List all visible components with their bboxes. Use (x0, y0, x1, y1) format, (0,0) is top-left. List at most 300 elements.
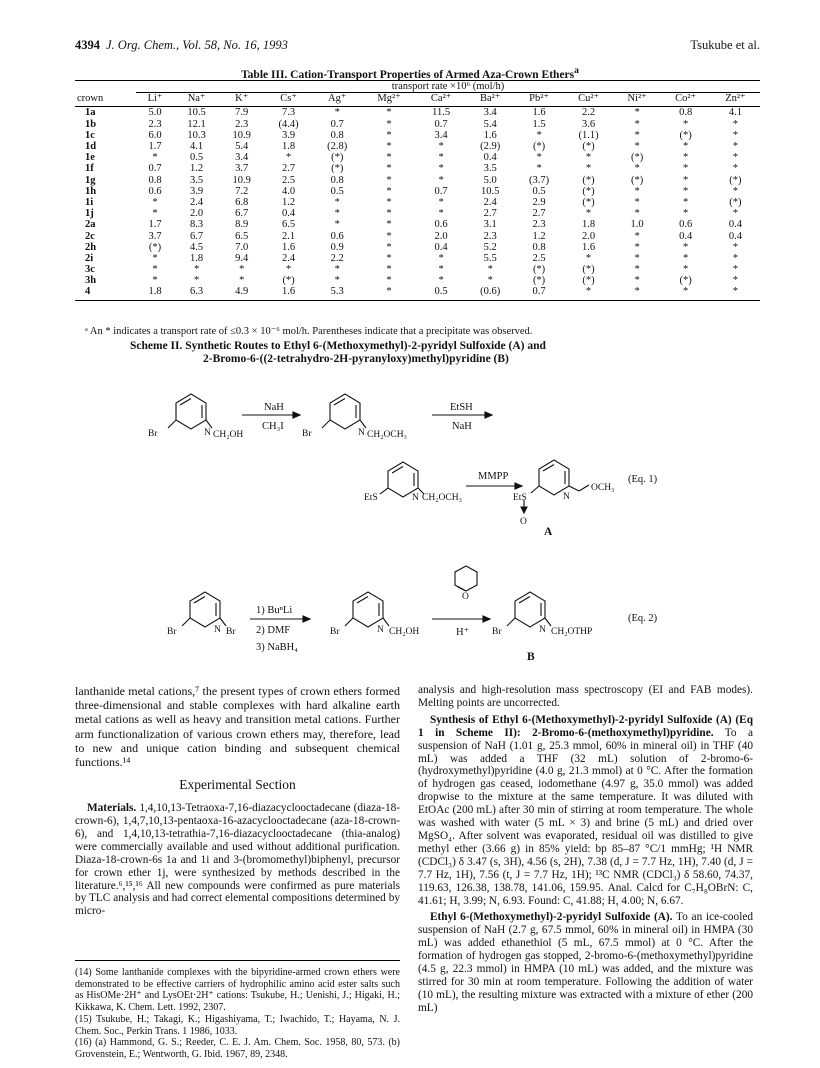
rate-cell: 2.3 (483, 230, 497, 242)
rate-cell: (*) (532, 275, 546, 287)
rate-cell: 0.7 (330, 118, 344, 130)
rate-cell: * (334, 264, 340, 276)
rate-cell: 1.6 (264, 286, 313, 300)
rate-cell: 2.3 (148, 118, 162, 130)
materials-paragraph: Materials. 1,4,10,13-Tetraoxa-7,16-diazacyclooctadecane (diaza-18-crown-6), 1,4,7,10,13-pentaoxa-16-azacyclooctadecane (aza-18-crown-6), and 1,4,10,13-tetrathia-7,16-diazacyclooctadecane (thia-analog) were commercially available and used without additional purification. Diaza-18-crown-6s 1a and 1i and 3-(bromomethyl)biphenyl, precursor for crown ether 1j, were synthesized by methods described in the literature.⁶,¹⁵,¹⁶ All new compounds were confirmed as pure materials by TLC analysis and had correct elemental compositions determined by micro- (75, 802, 401, 918)
rate-cell: * (683, 174, 689, 186)
rate-cell: 3.5 (483, 163, 497, 175)
rate-cell: 2.5 (532, 252, 546, 264)
rate-cell: (*) (582, 185, 595, 197)
rate-cell: 7.0 (235, 241, 249, 253)
crown-id-cell: 3h (85, 275, 97, 287)
rate-cell: (*) (729, 174, 742, 186)
rate-cell: * (634, 107, 640, 119)
label-ets: EtS (513, 493, 527, 503)
rate-cell: * (683, 252, 689, 264)
rate-cell: 0.6 (434, 219, 448, 231)
rate-cell: * (732, 252, 739, 264)
rate-cell: * (711, 286, 760, 300)
rate-cell: * (438, 174, 444, 186)
rate-cell: * (386, 185, 392, 197)
rate-cell: 6.8 (235, 196, 249, 208)
crown-id-cell: 3c (85, 264, 95, 276)
reference-item: (16) (a) Hammond, G. S.; Reeder, C. E. J. Am. Chem. Soc. 1958, 80, 573. (b) Grovenstein, E.; Wentworth, G. Ibid. 1967, 89, 2348. (75, 1037, 400, 1060)
rate-cell: (*) (679, 275, 692, 287)
rate-cell: 4.1 (728, 107, 742, 119)
rate-cell: 1.8 (282, 141, 296, 153)
rate-cell: * (634, 264, 640, 276)
rate-cell: * (732, 241, 739, 253)
intro-paragraph: lanthanide metal cations,⁷ the present types of crown ethers formed three-dimensional and stable complexes with hard alkaline earth metal cations as well as heavy and transition metal cations. Further arm functionalization of various crown ethers may, therefore, lead to new and unique cation binding and subsequent chemical functions.¹⁴ (75, 684, 400, 770)
rate-cell: 1.8 (136, 286, 174, 300)
crown-id-cell: 1h (85, 185, 97, 197)
molecule-dihydropyran (455, 566, 477, 591)
rate-cell: 10.3 (187, 129, 206, 141)
rate-cell: (0.6) (466, 286, 515, 300)
rate-cell: 6.7 (235, 208, 249, 220)
rate-cell: 1.2 (532, 230, 546, 242)
rate-cell: 5.0 (483, 174, 497, 186)
rate-cell: 2.5 (282, 174, 296, 186)
rate-cell: 0.4 (728, 230, 742, 242)
reagent-nah: NaH (264, 402, 284, 413)
rate-cell: (*) (729, 196, 742, 208)
rate-cell: * (634, 129, 640, 141)
crown-id-cell: 1g (85, 174, 96, 186)
left-column (75, 684, 400, 922)
reference-item: (14) Some lanthanide complexes with the bipyridine-armed crown ethers were demonstrated to be effective carriers of hydrophilic amino acid ester salts such as HisOMe·2H⁺ and LysOEt·2H⁺ cations: Tsukube, H.; Uenishi, J.; Higaki, H.; Kikkawa, K. Chem. Lett. 1992, 2307. (75, 967, 400, 1014)
ion-column-header: Li⁺ (136, 93, 174, 107)
rate-cell: * (683, 241, 689, 253)
rate-cell: 2.0 (434, 230, 448, 242)
rate-cell: 3.6 (581, 118, 596, 130)
rate-cell: * (634, 241, 640, 253)
rate-cell: * (536, 163, 542, 175)
rate-cell: 0.5 (330, 185, 344, 197)
synthesis-paragraph-1: Synthesis of Ethyl 6-(Methoxymethyl)-2-pyridyl Sulfoxide (A) (Eq 1 in Scheme II): 2-Bromo-6-(methoxymethyl)pyridine. To a suspension of NaH (1.01 g, 25.3 mmol, 60% in mineral oil) in THF (40 mL) was added a THF (32 mL) solution of 2-bromo-6-(hydroxymethyl)pyridine (4.0 g, 21.3 mmol) at 0 °C. After the formation of hydrogen gas ceased, iodomethane (4.97 g, 35.0 mmol) was added dropwise to the mixture at the same temperature. It was diluted with EtOAc (200 mL) after 30 min of stirring at room temperature. The whole was washed with water (5 mL × 3) and brine (5 mL) and dried over MgSO₄. After solvent was evaporated, residual oil was distilled to give methyl ether (3.66 g) in 85% yield: bp 85–87 °C/1 mmHg; ¹H NMR (CDCl₃) δ 3.47 (s, 3H), 4.56 (s, 2H), 7.38 (d, J = 7.7 Hz, 1H), 7.40 (d, J = 7.7 Hz, 1H), 7.56 (t, J = 7.7 Hz, 1H); ¹³C NMR (CDCl₃) δ 58.60, 74.37, 119.63, 126.38, 138.78, 141.06, 159.95. Anal. Calcd for C₇H₈OBrN: C, 41.61; H, 3.99; N, 6.93. Found: C, 41.88; H, 4.00; N, 6.67. (418, 713, 753, 907)
rate-cell: 12.1 (187, 118, 206, 130)
rate-cell: 0.4 (679, 230, 693, 242)
rate-cell: * (438, 163, 444, 175)
rate-cell: * (683, 196, 689, 208)
rate-cell: (*) (582, 196, 595, 208)
rate-cell: 0.7 (434, 118, 448, 130)
rate-cell: 3.9 (282, 129, 296, 141)
rate-cell: * (386, 275, 392, 287)
ion-column-header: Ni²⁺ (614, 93, 661, 107)
rate-cell: 6.3 (174, 286, 219, 300)
rate-cell: * (362, 286, 417, 300)
rate-cell: * (152, 152, 158, 164)
crown-id-cell: 1d (85, 141, 97, 153)
rate-cell: * (732, 264, 739, 276)
rate-cell: 0.8 (532, 241, 546, 253)
rate-cell: * (683, 264, 689, 276)
rate-cell: 4.1 (190, 141, 204, 153)
label-n: N (412, 493, 419, 503)
rate-cell: (*) (331, 163, 344, 175)
rate-cell: * (634, 141, 640, 153)
rate-cell: 5.4 (235, 141, 249, 153)
ion-column-header: Na⁺ (174, 93, 219, 107)
rate-cell: 11.5 (432, 107, 451, 119)
rate-cell: * (386, 141, 392, 153)
label-ch2oh: CH₂OH (213, 430, 244, 440)
rate-cell: (*) (582, 264, 595, 276)
rate-cell: (*) (331, 152, 344, 164)
rate-cell: (1.1) (578, 129, 599, 141)
rate-cell: * (386, 252, 392, 264)
rate-cell: * (438, 208, 444, 220)
molecule-sulfoxide-A (521, 460, 589, 513)
compound-label-B: B (527, 651, 535, 663)
rate-cell: * (438, 275, 444, 287)
rate-cell: 5.2 (483, 241, 497, 253)
table-footnote: ᵃ An * indicates a transport rate of ≤0.3 × 10⁻⁶ mol/h. Parentheses indicate that a precipitate was observed. (85, 326, 533, 337)
rate-cell: * (732, 185, 739, 197)
rate-cell: * (386, 174, 392, 186)
equation-label-2: (Eq. 2) (628, 613, 658, 624)
rate-cell: 1.8 (581, 219, 596, 231)
rate-cell: * (585, 208, 592, 220)
analysis-paragraph: analysis and high-resolution mass spectroscopy (EI and FAB modes). Melting points are uncorrected. (418, 684, 753, 709)
rate-cell: 0.5 (190, 152, 204, 164)
page-number: 4394 (75, 38, 100, 52)
rate-cell: 0.6 (148, 185, 162, 197)
label-och3: OCH₃ (591, 483, 615, 493)
rate-cell: * (585, 252, 592, 264)
rate-cell: 1.0 (630, 219, 644, 231)
rate-cell: * (487, 275, 493, 287)
compound-label-A: A (544, 526, 553, 538)
rate-cell: * (536, 129, 542, 141)
rate-cell: 4.5 (190, 241, 204, 253)
footnote-references (75, 960, 400, 1061)
ion-column-header: Co²⁺ (660, 93, 710, 107)
rate-cell: * (334, 196, 340, 208)
crown-column-header: crown (75, 93, 136, 107)
rate-cell: 1.7 (148, 219, 162, 231)
rate-cell: 3.7 (148, 230, 162, 242)
rate-cell: 10.5 (187, 107, 206, 119)
ion-column-header: Ag⁺ (313, 93, 362, 107)
rate-cell: * (683, 185, 689, 197)
crown-id-cell: 2a (85, 219, 96, 231)
rate-cell: * (634, 185, 640, 197)
table-caption-note: a (574, 65, 579, 76)
rate-cell: 3.4 (235, 152, 249, 164)
rate-cell: (*) (532, 141, 546, 153)
rate-cell: * (732, 208, 739, 220)
rate-cell: 1.6 (581, 241, 596, 253)
rate-cell: (*) (532, 264, 546, 276)
rate-cell: 6.5 (282, 219, 296, 231)
molecule-bromopyridinemethanol-2 (345, 592, 389, 627)
rate-cell: 2.7 (282, 163, 296, 175)
rate-cell: 0.5 (532, 185, 546, 197)
crown-id-cell: 4 (75, 286, 136, 300)
rate-cell: 1.6 (532, 107, 546, 119)
rate-cell: 6.5 (235, 230, 249, 242)
rate-cell: (*) (679, 129, 692, 141)
rate-cell: * (386, 230, 392, 242)
rate-cell: * (614, 286, 661, 300)
rate-cell: * (152, 196, 158, 208)
label-n: N (214, 625, 221, 635)
molecule-methoxymethyl-bromopyridine (322, 394, 366, 429)
rate-cell: (*) (582, 141, 595, 153)
rate-cell: 5.0 (148, 107, 162, 119)
rate-cell: * (732, 275, 739, 287)
rate-cell: 3.1 (483, 219, 497, 231)
rate-cell: * (438, 141, 444, 153)
rate-cell: * (438, 264, 444, 276)
rate-cell: * (634, 252, 640, 264)
label-ch2och3: CH₂OCH₃ (367, 430, 407, 440)
rate-cell: * (438, 152, 444, 164)
rate-cell: * (634, 275, 640, 287)
rate-cell: 5.3 (313, 286, 362, 300)
rate-cell: 10.9 (232, 174, 251, 186)
label-n: N (204, 428, 211, 438)
label-n: N (563, 492, 570, 502)
rate-cell: * (634, 118, 640, 130)
rate-cell: * (732, 141, 739, 153)
rate-cell: 10.9 (232, 129, 251, 141)
rate-cell: 3.5 (190, 174, 204, 186)
scheme-caption: Scheme II. Synthetic Routes to Ethyl 6-(Methoxymethyl)-2-pyridyl Sulfoxide (A) and 2-Bromo-6-((2-tetrahydro-2H-pyranyloxy)methyl)pyridine (B) (130, 340, 546, 365)
rate-cell: 0.8 (330, 174, 344, 186)
reagent-etsh: EtSH (450, 402, 473, 413)
label-br: Br (330, 627, 340, 637)
crown-id-cell: 1j (85, 208, 94, 220)
ion-column-header: Cu²⁺ (563, 93, 613, 107)
label-n: N (377, 625, 384, 635)
rate-cell: 8.3 (190, 219, 204, 231)
rate-cell: (*) (282, 275, 295, 287)
molecule-dibromopyridine (182, 592, 226, 627)
rate-cell: 2.0 (190, 208, 204, 220)
rate-cell: 2.3 (532, 219, 546, 231)
ion-column-header: Zn²⁺ (711, 93, 760, 107)
rate-cell: 5.4 (483, 118, 497, 130)
rate-cell: (*) (582, 174, 595, 186)
rate-cell: 9.4 (235, 252, 249, 264)
label-br: Br (148, 429, 158, 439)
rate-cell: * (193, 264, 200, 276)
rate-cell: 7.2 (235, 185, 249, 197)
rate-cell: * (634, 230, 640, 242)
synthesis-paragraph-2: Ethyl 6-(Methoxymethyl)-2-pyridyl Sulfoxide (A). To an ice-cooled suspension of NaH (2.7 g, 67.5 mmol, 60% in mineral oil) in HMPA (30 mL) was added ethanethiol (5 mL, 67.5 mmol) at 0 °C. After the formation of hydrogen gas stopped, 2-bromo-6-(methoxymethyl)pyridine (4.5 g, 22.3 mmol) in HMPA (10 mL) was added, and the mixture was stirred for 30 min at room temperature. Following the addition of water (10 mL), the resulting mixture was extracted with a mixture of ether (200 mL) (418, 911, 753, 1014)
rate-cell: 2.7 (532, 208, 546, 220)
label-ch2oh: CH₂OH (389, 627, 420, 637)
rate-cell: 0.4 (728, 219, 742, 231)
rate-cell: * (386, 129, 392, 141)
label-br: Br (226, 627, 236, 637)
rate-cell: 0.8 (330, 129, 344, 141)
rate-cell: * (732, 163, 739, 175)
rate-cell: 2.4 (190, 196, 204, 208)
rate-cell: * (487, 264, 493, 276)
right-column (418, 684, 753, 1019)
crown-id-cell: 1f (85, 163, 94, 175)
rate-cell: (2.8) (327, 141, 348, 153)
rate-cell: 4.0 (282, 185, 296, 197)
rate-cell: 2.4 (282, 252, 296, 264)
rate-cell: * (386, 241, 392, 253)
reagent-hplus: H⁺ (456, 627, 470, 638)
rate-cell: * (239, 264, 245, 276)
rate-cell: (4.4) (278, 118, 299, 130)
rate-cell: * (386, 196, 392, 208)
author-header: Tsukube et al. (690, 38, 760, 52)
rate-cell: 1.2 (282, 196, 296, 208)
rate-cell: 0.6 (330, 230, 344, 242)
reagent-ch3i: CH₃I (262, 421, 284, 432)
journal-citation: J. Org. Chem., Vol. 58, No. 16, 1993 (106, 38, 288, 52)
rate-cell: * (285, 152, 292, 164)
rate-cell: * (732, 118, 739, 130)
label-n: N (358, 428, 365, 438)
crown-id-cell: 2i (85, 252, 94, 264)
rate-cell: * (438, 196, 444, 208)
rate-cell: (2.9) (480, 141, 501, 153)
reagent-buli: 1) BuⁿLi (256, 605, 293, 616)
rate-cell: 2.0 (581, 230, 596, 242)
rate-cell: 4.9 (219, 286, 264, 300)
rate-cell: (3.7) (529, 174, 550, 186)
rate-cell: 3.4 (434, 129, 448, 141)
rate-cell: 2.1 (282, 230, 296, 242)
molecule-thp-ether-B (507, 592, 551, 627)
crown-id-cell: 1a (85, 107, 96, 119)
molecule-bromopyridinemethanol (168, 394, 212, 429)
table-caption: Table III. Cation-Transport Properties of Armed Aza-Crown Ethers$^a$ (241, 65, 579, 81)
crown-id-cell: 1b (85, 118, 97, 130)
ion-column-header: K⁺ (219, 93, 264, 107)
rate-cell: * (683, 208, 689, 220)
rate-cell: * (386, 152, 392, 164)
label-br: Br (302, 429, 312, 439)
rate-cell: 0.7 (515, 286, 564, 300)
rate-cell: 2.3 (235, 118, 249, 130)
rate-cell: 2.2 (330, 252, 344, 264)
rate-cell: * (334, 208, 340, 220)
rate-cell: * (334, 275, 340, 287)
rate-cell: * (193, 275, 200, 287)
rate-cell: 6.7 (190, 230, 204, 242)
rate-cell: * (152, 208, 158, 220)
rate-cell: * (563, 286, 613, 300)
crown-id-cell: 2h (85, 241, 97, 253)
rate-cell: * (438, 252, 444, 264)
rate-cell: 1.6 (282, 241, 296, 253)
rate-cell: * (239, 275, 245, 287)
rate-cell: (*) (582, 275, 595, 287)
label-sulfoxide-o: O (520, 517, 527, 527)
rate-cell: * (536, 152, 542, 164)
reference-item: (15) Tsukube, H.; Takagi, K.; Higashiyama, T.; Iwachido, T.; Hayama, N. J. Chem. Soc., Perkin Trans. 1 1986, 1033. (75, 1013, 400, 1037)
label-br: Br (167, 627, 177, 637)
rate-cell: 0.5 (417, 286, 466, 300)
rate-cell: 7.3 (282, 107, 296, 119)
rate-cell: (*) (630, 174, 644, 186)
rate-cell: 3.7 (235, 163, 249, 175)
crown-id-cell: 1e (85, 152, 95, 164)
rate-cell: * (386, 208, 392, 220)
ion-column-header: Ca²⁺ (417, 93, 466, 107)
table-spanner-header: transport rate ×10⁶ (mol/h) (136, 81, 760, 93)
rate-cell: 0.4 (483, 152, 497, 164)
rate-cell: * (634, 208, 640, 220)
rate-cell: * (386, 163, 392, 175)
label-ets: EtS (364, 493, 378, 503)
rate-cell: * (683, 118, 689, 130)
rate-cell: * (732, 129, 739, 141)
rate-cell: * (386, 264, 392, 276)
rate-cell: 1.8 (190, 252, 204, 264)
reagent-nabh4: 3) NaBH₄ (256, 642, 298, 653)
ion-column-header: Pb²⁺ (515, 93, 564, 107)
rate-cell: * (386, 118, 392, 130)
molecule-ethylthio-pyridine (380, 462, 424, 497)
rate-cell: * (634, 196, 640, 208)
rate-cell: * (152, 252, 158, 264)
rate-cell: 0.4 (282, 208, 296, 220)
rate-cell: * (152, 264, 158, 276)
rate-cell: 8.9 (235, 219, 249, 231)
ion-column-header: Mg²⁺ (362, 93, 417, 107)
rate-cell: * (585, 163, 592, 175)
ion-column-header: Ba²⁺ (466, 93, 515, 107)
rate-cell: 0.8 (679, 107, 693, 119)
crown-id-cell: 1i (85, 196, 94, 208)
rate-cell: * (152, 275, 158, 287)
rate-cell: 3.9 (190, 185, 204, 197)
rate-cell: 1.5 (532, 118, 546, 130)
rate-cell: 10.5 (481, 185, 500, 197)
rate-cell: * (386, 219, 392, 231)
rate-cell: * (285, 264, 292, 276)
section-title: Experimental Section (179, 777, 296, 793)
rate-cell: 2.4 (483, 196, 497, 208)
label-ch2och3: CH₂OCH₃ (422, 493, 462, 503)
rate-cell: (*) (630, 152, 644, 164)
rate-cell: 2.9 (532, 196, 546, 208)
rate-cell: 7.9 (235, 107, 249, 119)
rate-cell: 1.6 (483, 129, 497, 141)
label-pyran-o: O (462, 592, 469, 602)
crown-id-cell: 1c (85, 129, 95, 141)
rate-cell: 0.7 (148, 163, 162, 175)
rate-cell: * (683, 163, 689, 175)
rate-cell: * (334, 107, 340, 119)
rate-cell: 3.4 (483, 107, 497, 119)
label-ch2othp: CH₂OTHP (551, 627, 593, 637)
rate-cell: 0.7 (434, 185, 448, 197)
rate-cell: (*) (148, 241, 162, 253)
crown-id-cell: 2c (85, 230, 95, 242)
rate-cell: 2.2 (581, 107, 596, 119)
rate-cell: 0.9 (330, 241, 344, 253)
rate-cell: 2.7 (483, 208, 497, 220)
rate-cell: * (334, 219, 340, 231)
rate-cell: 0.6 (679, 219, 693, 231)
rate-cell: * (732, 152, 739, 164)
label-n: N (539, 625, 546, 635)
reagent-mmpp: MMPP (478, 471, 509, 482)
rate-cell: * (683, 141, 689, 153)
